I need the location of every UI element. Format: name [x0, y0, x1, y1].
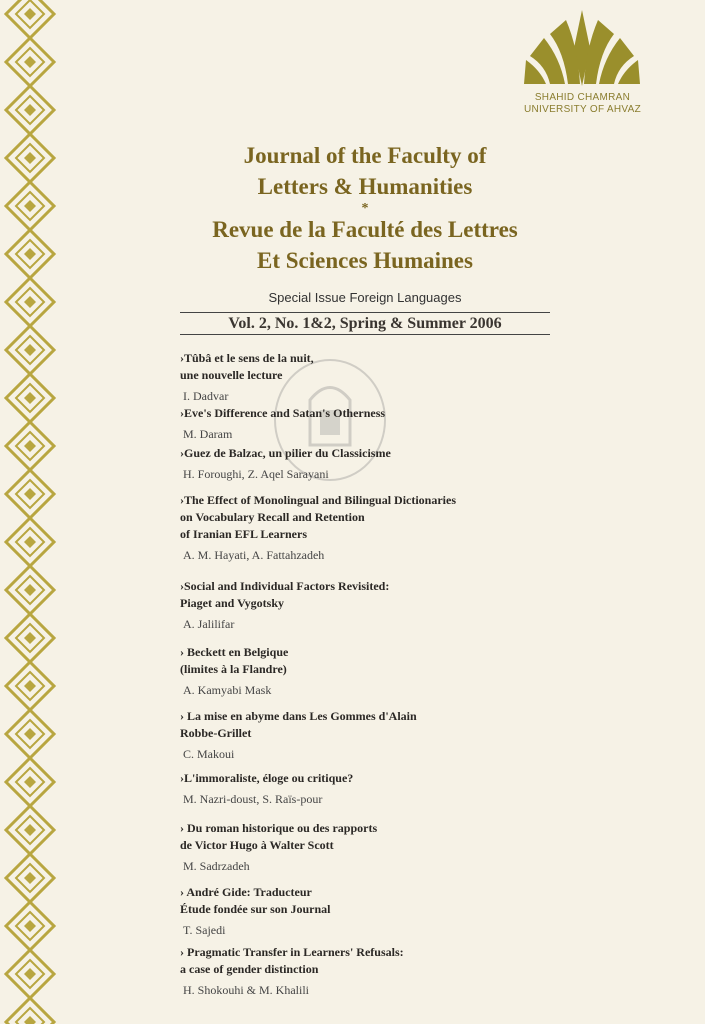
- toc-entry: [180, 492, 580, 563]
- toc-entry-authors: A. M. Hayati, A. Fattahzadeh: [183, 548, 325, 562]
- toc-entry-title-line: ›The Effect of Monolingual and Bilingual Dictionaries: [180, 493, 457, 507]
- toc-entry-title: [180, 445, 580, 462]
- special-issue-label: Special Issue Foreign Languages: [268, 290, 462, 305]
- university-name: [505, 92, 660, 116]
- diamond-core: [24, 104, 36, 116]
- toc-entry-authors: A. Kamyabi Mask: [183, 683, 272, 697]
- toc-entry: [180, 445, 580, 482]
- diamond-core: [24, 536, 36, 548]
- toc-entry-title: [180, 405, 580, 422]
- toc-entry-title: [180, 492, 580, 543]
- toc-entry-title: [180, 350, 580, 384]
- toc-entry-authors: C. Makoui: [183, 747, 235, 761]
- toc-entry-authors: M. Daram: [183, 427, 233, 441]
- toc-entry-authors: T. Sajedi: [183, 923, 226, 937]
- toc-entry-title-line: ›L'immoraliste, éloge ou critique?: [180, 771, 354, 785]
- toc-entry-title-line: ›Eve's Difference and Satan's Otherness: [180, 406, 386, 420]
- title-en-line1: Journal of the Faculty of: [243, 143, 487, 168]
- diamond-core: [24, 680, 36, 692]
- diamond-core: [24, 440, 36, 452]
- toc-entry-title-line: › Beckett en Belgique: [180, 645, 289, 659]
- title-fr-line2: Et Sciences Humaines: [257, 248, 473, 273]
- diamond-core: [24, 200, 36, 212]
- toc-entry-title-line: › La mise en abyme dans Les Gommes d'Alain: [180, 709, 417, 723]
- toc-entry: [180, 578, 580, 632]
- toc-entry: [180, 884, 580, 938]
- toc-entry-title: [180, 644, 580, 678]
- toc-entry-title: [180, 708, 580, 742]
- university-logo: [520, 8, 645, 88]
- diamond-pattern: [6, 0, 54, 1024]
- toc-entry-title: [180, 820, 580, 854]
- toc-entry-authors: I. Dadvar: [183, 389, 229, 403]
- diamond-core: [24, 344, 36, 356]
- diamond-core: [24, 488, 36, 500]
- toc-entry-title-line: › André Gide: Traducteur: [180, 885, 312, 899]
- toc-entry: [180, 405, 580, 442]
- toc-entry-title-line: ›Guez de Balzac, un pilier du Classicisme: [180, 446, 391, 460]
- toc-entry-title-line: une nouvelle lecture: [180, 368, 283, 382]
- diamond-border-strip: [0, 0, 62, 1024]
- toc-entry: [180, 350, 580, 404]
- diamond-core: [24, 776, 36, 788]
- toc-entry-authors: H. Shokouhi & M. Khalili: [183, 983, 310, 997]
- toc-entry-title-line: (limites à la Flandre): [180, 662, 287, 676]
- toc-entry-title-line: Robbe-Grillet: [180, 726, 252, 740]
- toc-entry-title: [180, 884, 580, 918]
- toc-entry-authors: M. Sadrzadeh: [183, 859, 250, 873]
- university-name-line2: UNIVERSITY OF AHVAZ: [523, 104, 642, 115]
- title-en-line2: Letters & Humanities: [257, 174, 473, 199]
- diamond-core: [24, 968, 36, 980]
- toc-entry-title-line: ›Tûbâ et le sens de la nuit,: [180, 351, 314, 365]
- toc-entry-title-line: Étude fondée sur son Journal: [180, 902, 331, 916]
- toc-entry: [180, 770, 580, 807]
- toc-entry-title-line: of Iranian EFL Learners: [180, 527, 308, 541]
- diamond-core: [24, 392, 36, 404]
- toc-entry-title-line: ›Social and Individual Factors Revisited:: [180, 579, 390, 593]
- diamond-core: [24, 8, 36, 20]
- diamond-core: [24, 632, 36, 644]
- toc-entry-title-line: on Vocabulary Recall and Retention: [180, 510, 365, 524]
- toc-entry: [180, 644, 580, 698]
- diamond-core: [24, 584, 36, 596]
- title-separator: *: [361, 201, 369, 216]
- toc-entry-title-line: a case of gender distinction: [180, 962, 319, 976]
- toc-entry-title: [180, 770, 580, 787]
- toc-entry: [180, 944, 580, 998]
- diamond-core: [24, 1016, 36, 1024]
- toc-entry: [180, 820, 580, 874]
- diamond-core: [24, 824, 36, 836]
- toc-entry-authors: M. Nazri-doust, S. Raïs-pour: [183, 792, 323, 806]
- toc-entry-authors: H. Foroughi, Z. Aqel Sarayani: [183, 467, 329, 481]
- toc-entry: [180, 708, 580, 762]
- diamond-core: [24, 872, 36, 884]
- toc-entry-title-line: › Pragmatic Transfer in Learners' Refusals:: [180, 945, 404, 959]
- toc-entry-title-line: Piaget and Vygotsky: [180, 596, 285, 610]
- journal-title: [150, 140, 580, 276]
- title-fr-line1: Revue de la Faculté des Lettres: [212, 217, 518, 242]
- university-name-line1: SHAHID CHAMRAN: [534, 92, 631, 103]
- volume-info: Vol. 2, No. 1&2, Spring & Summer 2006: [180, 312, 550, 335]
- toc-entry-title: [180, 944, 580, 978]
- diamond-core: [24, 152, 36, 164]
- diamond-core: [24, 296, 36, 308]
- toc-entry-title-line: › Du roman historique ou des rapports: [180, 821, 378, 835]
- diamond-core: [24, 56, 36, 68]
- toc-entry-authors: A. Jalilifar: [183, 617, 235, 631]
- diamond-core: [24, 248, 36, 260]
- diamond-core: [24, 920, 36, 932]
- diamond-core: [24, 728, 36, 740]
- toc-entry-title: [180, 578, 580, 612]
- toc-entry-title-line: de Victor Hugo à Walter Scott: [180, 838, 334, 852]
